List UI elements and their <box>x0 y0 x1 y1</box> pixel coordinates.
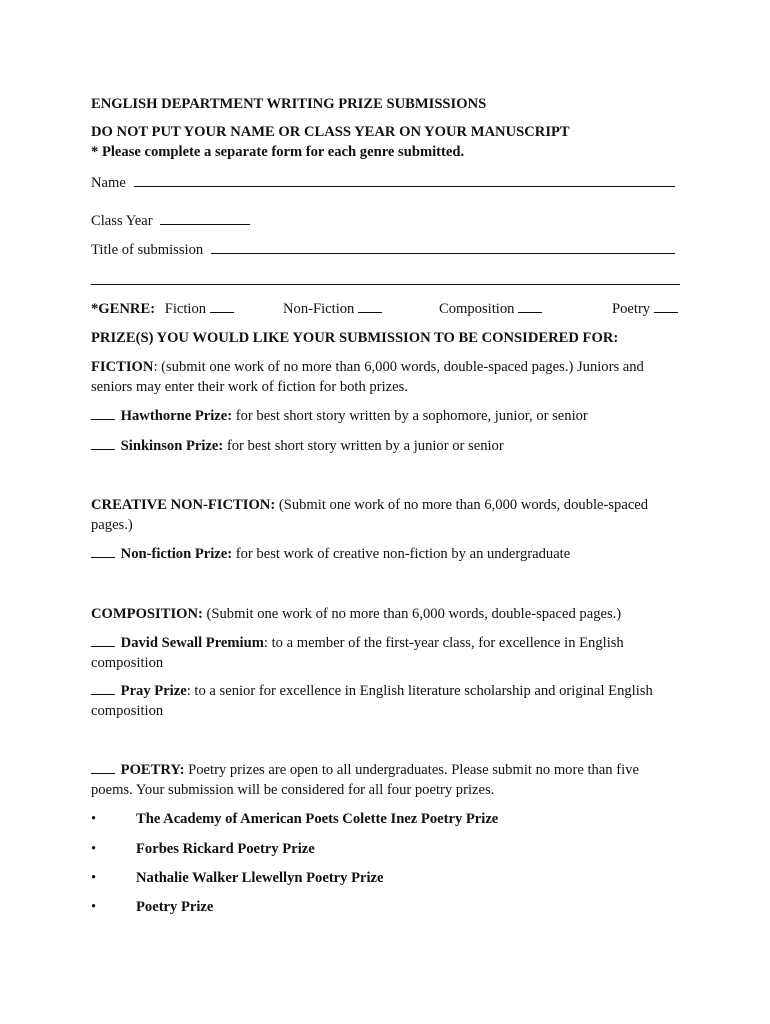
manuscript-warning: DO NOT PUT YOUR NAME OR CLASS YEAR ON YOUR MANUSCRIPT <box>91 124 570 140</box>
hawthorne-prize-blank[interactable] <box>91 407 115 420</box>
sinkinson-prize-desc: for best short story written by a junior or senior <box>223 438 504 454</box>
separate-form-note: * Please complete a separate form for each genre submitted. <box>91 144 465 160</box>
sewall-premium-blank[interactable] <box>91 634 115 647</box>
hawthorne-prize-item[interactable] <box>91 407 588 425</box>
pray-prize-blank[interactable] <box>91 682 115 695</box>
genre-fiction-label: Fiction <box>164 301 207 317</box>
name-label: Name <box>91 175 126 191</box>
nonfiction-prize-blank[interactable] <box>91 545 115 558</box>
poetry-section[interactable] <box>91 761 681 800</box>
bullet-icon: • <box>91 899 97 915</box>
fiction-description: : (submit one work of no more than 6,000 words, double-spaced pages.) Juniors and seniors may enter their work of fiction for both prizes. <box>91 359 644 395</box>
genre-composition-blank[interactable] <box>518 300 542 313</box>
fiction-section <box>91 358 681 397</box>
title-label: Title of submission <box>91 242 204 258</box>
genre-nonfiction[interactable] <box>283 300 384 318</box>
sewall-premium-item[interactable] <box>91 634 681 673</box>
poetry-prize-name: Forbes Rickard Poetry Prize <box>136 841 315 857</box>
poetry-heading: POETRY: <box>120 762 185 778</box>
composition-heading: COMPOSITION: <box>91 606 203 622</box>
nonfiction-prize-name: Non-fiction Prize: <box>120 546 233 562</box>
genre-nonfiction-label: Non-Fiction <box>283 301 355 317</box>
genre-poetry-label: Poetry <box>612 301 651 317</box>
prizes-heading: PRIZE(S) YOU WOULD LIKE YOUR SUBMISSION TO BE CONSIDERED FOR: <box>91 330 619 346</box>
nonfiction-heading: CREATIVE NON-FICTION: <box>91 497 276 513</box>
sinkinson-prize-item[interactable] <box>91 437 504 455</box>
sinkinson-prize-name: Sinkinson Prize: <box>120 438 224 454</box>
composition-section <box>91 605 621 623</box>
sewall-premium-desc: : to a member of the first-year class, for excellence in English composition <box>91 635 624 671</box>
title-input-line-2[interactable] <box>91 284 680 285</box>
fiction-heading: FICTION <box>91 359 154 375</box>
form-title: ENGLISH DEPARTMENT WRITING PRIZE SUBMISSIONS <box>91 96 487 112</box>
composition-description: (Submit one work of no more than 6,000 words, double-spaced pages.) <box>202 606 622 622</box>
genre-label: *GENRE: <box>91 301 156 317</box>
pray-prize-name: Pray Prize <box>120 683 187 699</box>
genre-poetry[interactable] <box>612 300 680 318</box>
nonfiction-section <box>91 496 681 535</box>
name-input-line[interactable] <box>134 173 675 187</box>
poetry-prize-item <box>91 840 681 858</box>
poetry-prize-name: The Academy of American Poets Colette Inez Poetry Prize <box>136 811 499 827</box>
pray-prize-item[interactable] <box>91 682 681 721</box>
poetry-prize-item <box>91 869 681 887</box>
genre-poetry-blank[interactable] <box>654 300 678 313</box>
bullet-icon: • <box>91 811 97 827</box>
genre-composition[interactable] <box>439 300 544 318</box>
poetry-description: Poetry prizes are open to all undergraduates. Please submit no more than five poems. Your submission will be considered for all four poetry prizes. <box>91 762 639 798</box>
genre-nonfiction-blank[interactable] <box>358 300 382 313</box>
nonfiction-prize-item[interactable] <box>91 545 570 563</box>
nonfiction-prize-desc: for best work of creative non-fiction by an undergraduate <box>232 546 571 562</box>
bullet-icon: • <box>91 841 97 857</box>
genre-composition-label: Composition <box>439 301 515 317</box>
hawthorne-prize-name: Hawthorne Prize: <box>120 408 233 424</box>
title-field[interactable] <box>91 240 675 259</box>
poetry-prize-name: Poetry Prize <box>136 899 214 915</box>
genre-fiction[interactable] <box>91 300 236 318</box>
poetry-prize-item <box>91 810 681 828</box>
nonfiction-description: (Submit one work of no more than 6,000 words, double-spaced pages.) <box>91 497 649 533</box>
bullet-icon: • <box>91 870 97 886</box>
title-input-line[interactable] <box>211 240 675 254</box>
hawthorne-prize-desc: for best short story written by a sophomore, junior, or senior <box>232 408 588 424</box>
pray-prize-desc: : to a senior for excellence in English literature scholarship and original English composition <box>91 683 653 719</box>
class-year-input-line[interactable] <box>160 211 250 225</box>
poetry-blank[interactable] <box>91 761 115 774</box>
name-field[interactable] <box>91 173 675 192</box>
poetry-prize-item <box>91 898 681 916</box>
genre-fiction-blank[interactable] <box>210 300 234 313</box>
class-year-field[interactable] <box>91 211 250 230</box>
genre-row <box>91 300 681 318</box>
sewall-premium-name: David Sewall Premium <box>120 635 264 651</box>
class-year-label: Class Year <box>91 213 153 229</box>
sinkinson-prize-blank[interactable] <box>91 437 115 450</box>
poetry-prize-name: Nathalie Walker Llewellyn Poetry Prize <box>136 870 384 886</box>
